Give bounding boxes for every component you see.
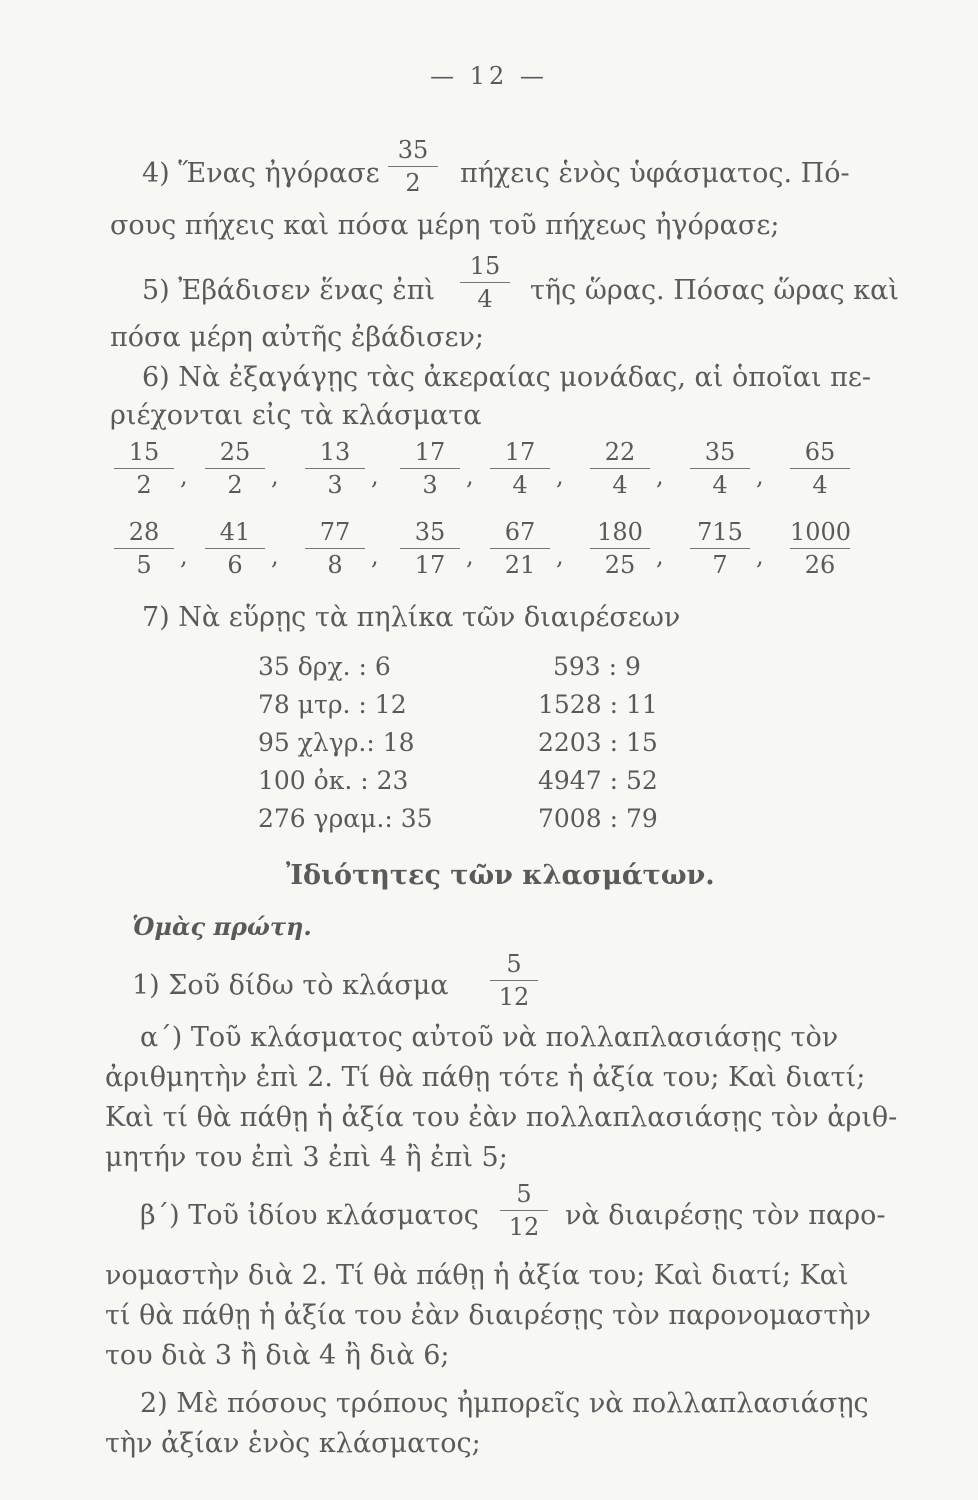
fraction [590, 438, 650, 499]
division-right-2: 1528 : 11 [538, 690, 658, 719]
problem-4-text-cont: πήχεις ἑνὸς ὑφάσματος. Πό- [460, 158, 850, 189]
fraction-numerator: 65 [804, 438, 836, 466]
problem-7-text: 7) Νὰ εὕρῃς τὰ πηλίκα τῶν διαιρέσεων [142, 602, 681, 633]
fraction [690, 438, 750, 499]
question-b-line-4: του διὰ 3 ἢ διὰ 4 ἢ διὰ 6; [105, 1340, 450, 1371]
fraction-bar [400, 548, 460, 549]
fraction [490, 438, 550, 499]
fraction [114, 518, 174, 579]
division-left-1: 35 δρχ. : 6 [258, 652, 391, 681]
fraction-denominator: 4 [512, 471, 528, 499]
fraction-numerator: 17 [414, 438, 446, 466]
page-number: — 12 — [430, 62, 548, 90]
fraction-bar [388, 166, 438, 167]
fraction [400, 518, 460, 579]
division-left-2: 78 μτρ. : 12 [258, 690, 407, 719]
fraction [305, 438, 365, 499]
fraction-bar [400, 468, 460, 469]
question-b-line-1-cont: νὰ διαιρέσῃς τὸν παρο- [565, 1200, 886, 1231]
fraction-bar [690, 548, 750, 549]
division-right-1: 593 : 9 [553, 652, 641, 681]
fraction-numerator: 180 [597, 518, 643, 546]
fraction [305, 518, 365, 579]
fraction-denominator: 4 [477, 285, 493, 313]
question-a-line-2: ἀριθμητὴν ἐπὶ 2. Τί θὰ πάθῃ τότε ἡ ἀξία του; Καὶ διατί; [105, 1062, 866, 1093]
fraction-bar [790, 468, 850, 469]
fraction-denominator: 12 [508, 1213, 540, 1241]
fraction-numerator: 17 [504, 438, 536, 466]
fraction-bar [500, 1210, 548, 1211]
comma-separator: , [466, 542, 474, 570]
question-2-line-1: 2) Μὲ πόσους τρόπους ἠμπορεῖς νὰ πολλαπλασιάσῃς [140, 1388, 869, 1419]
fraction-bar [690, 468, 750, 469]
fraction-numerator: 22 [604, 438, 636, 466]
fraction-numerator: 715 [697, 518, 743, 546]
fraction-numerator: 35 [397, 136, 429, 164]
fraction-denominator: 26 [804, 551, 836, 579]
division-right-4: 4947 : 52 [538, 766, 658, 795]
question-a-line-1: α΄) Τοῦ κλάσματος αὐτοῦ νὰ πολλαπλασιάσῃς τὸν [140, 1022, 839, 1053]
fraction-denominator: 2 [405, 169, 421, 197]
fraction-numerator: 15 [469, 252, 501, 280]
fraction-bar [205, 468, 265, 469]
comma-separator: , [180, 462, 188, 490]
fraction-denominator: 3 [422, 471, 438, 499]
fraction-denominator: 5 [136, 551, 152, 579]
fraction [400, 438, 460, 499]
comma-separator: , [756, 462, 764, 490]
fraction [690, 518, 750, 579]
division-right-5: 7008 : 79 [538, 804, 658, 833]
division-left-3: 95 χλγρ.: 18 [258, 728, 415, 757]
division-left-5: 276 γραμ.: 35 [258, 804, 433, 833]
fraction-numerator: 15 [128, 438, 160, 466]
fraction-numerator: 41 [219, 518, 251, 546]
fraction-bar [205, 548, 265, 549]
question-b-fraction [500, 1180, 548, 1241]
comma-separator: , [556, 462, 564, 490]
fraction-bar [460, 282, 510, 283]
comma-separator: , [556, 542, 564, 570]
fraction-numerator: 1000 [790, 518, 852, 546]
section-heading: Ἰδιότητες τῶν κλασμάτων. [286, 860, 715, 891]
comma-separator: , [756, 542, 764, 570]
comma-separator: , [656, 542, 664, 570]
fraction [205, 438, 265, 499]
question-1-text: 1) Σοῦ δίδω τὸ κλάσμα [132, 970, 449, 1001]
fraction-denominator: 3 [327, 471, 343, 499]
problem-5-line-2: πόσα μέρη αὐτῆς ἐβάδισεν; [110, 322, 484, 353]
problem-4-text: 4) Ἕνας ἠγόρασε [142, 158, 380, 189]
fraction [590, 518, 650, 579]
fraction [205, 518, 265, 579]
fraction-bar [114, 468, 174, 469]
comma-separator: , [371, 542, 379, 570]
fraction-bar [490, 548, 550, 549]
fraction-numerator: 28 [128, 518, 160, 546]
comma-separator: , [271, 542, 279, 570]
fraction-denominator: 6 [227, 551, 243, 579]
comma-separator: , [180, 542, 188, 570]
fraction-bar [790, 548, 850, 549]
fraction-bar [305, 548, 365, 549]
problem-4-line-2: σους πήχεις καὶ πόσα μέρη τοῦ πήχεως ἠγόρασε; [110, 210, 780, 241]
fraction-denominator: 8 [327, 551, 343, 579]
problem-6-text: 6) Νὰ ἐξαγάγῃς τὰς ἀκεραίας μονάδας, αἱ ὁποῖαι πε- [142, 362, 872, 393]
fraction [790, 438, 850, 499]
fraction-numerator: 13 [319, 438, 351, 466]
fraction-denominator: 2 [136, 471, 152, 499]
fraction-numerator: 77 [319, 518, 351, 546]
fraction [790, 518, 850, 579]
fraction-bar [490, 980, 538, 981]
fraction-bar [490, 468, 550, 469]
problem-5-fraction [460, 252, 510, 313]
fraction-numerator: 5 [506, 950, 522, 978]
fraction-numerator: 35 [704, 438, 736, 466]
question-2-line-2: τὴν ἀξίαν ἑνὸς κλάσματος; [105, 1428, 481, 1459]
group-heading: Ὁμὰς πρώτη. [132, 912, 312, 941]
fraction-denominator: 2 [227, 471, 243, 499]
fraction-denominator: 4 [712, 471, 728, 499]
problem-6-line-2: ριέχονται εἰς τὰ κλάσματα [110, 400, 482, 431]
fraction-denominator: 4 [612, 471, 628, 499]
fraction-numerator: 5 [516, 1180, 532, 1208]
comma-separator: , [271, 462, 279, 490]
question-b-line-1: β΄) Τοῦ ἰδίου κλάσματος [140, 1200, 479, 1231]
fraction-numerator: 25 [219, 438, 251, 466]
fraction [490, 518, 550, 579]
fraction-bar [305, 468, 365, 469]
division-left-4: 100 ὀκ. : 23 [258, 766, 409, 795]
problem-5-text-cont: τῆς ὥρας. Πόσας ὥρας καὶ [530, 275, 899, 306]
question-b-line-2: νομαστὴν διὰ 2. Τί θὰ πάθῃ ἡ ἀξία του; Καὶ διατί; Καὶ [105, 1260, 849, 1291]
question-a-line-4: μητήν του ἐπὶ 3 ἐπὶ 4 ἢ ἐπὶ 5; [105, 1142, 508, 1173]
question-1-fraction [490, 950, 538, 1011]
fraction-denominator: 21 [504, 551, 536, 579]
fraction-numerator: 67 [504, 518, 536, 546]
problem-5-text: 5) Ἐβάδισεν ἕνας ἐπὶ [142, 275, 436, 306]
question-b-line-3: τί θὰ πάθῃ ἡ ἀξία του ἐὰν διαιρέσῃς τὸν παρονομαστὴν [105, 1300, 871, 1331]
fraction-denominator: 4 [812, 471, 828, 499]
comma-separator: , [371, 462, 379, 490]
comma-separator: , [656, 462, 664, 490]
fraction [114, 438, 174, 499]
fraction-numerator: 35 [414, 518, 446, 546]
fraction-denominator: 17 [414, 551, 446, 579]
comma-separator: , [466, 462, 474, 490]
fraction-denominator: 12 [498, 983, 530, 1011]
fraction-bar [590, 548, 650, 549]
fraction-denominator: 7 [712, 551, 728, 579]
fraction-bar [590, 468, 650, 469]
problem-4-fraction [388, 136, 438, 197]
fraction-bar [114, 548, 174, 549]
question-a-line-3: Καὶ τί θὰ πάθῃ ἡ ἀξία του ἐὰν πολλαπλασιάσῃς τὸν ἀριθ- [105, 1102, 898, 1133]
fraction-denominator: 25 [604, 551, 636, 579]
division-right-3: 2203 : 15 [538, 728, 658, 757]
